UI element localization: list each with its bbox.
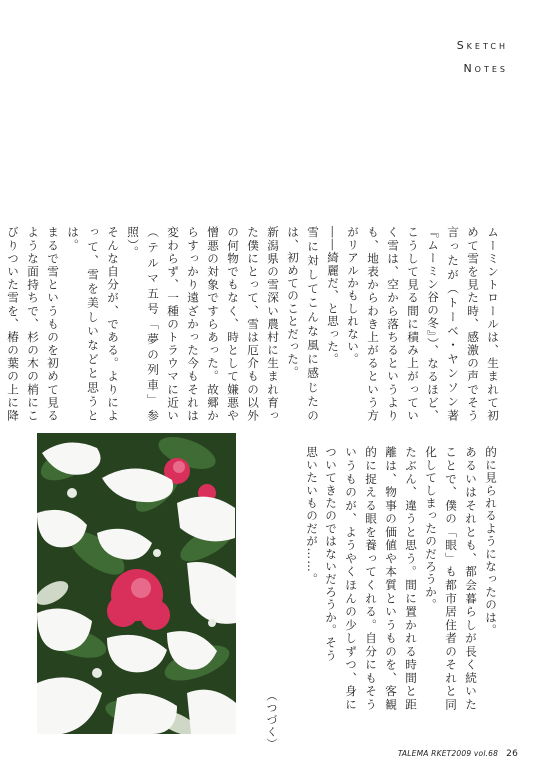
essay-lower-left-block [242,446,322,711]
snow-camellia-photo [37,433,236,734]
section-header [457,34,508,80]
to-be-continued: （つづく） [265,690,278,750]
paragraph: 雪に対してこんな風に感じたのは、初めてのことだった。 [286,226,320,422]
page-footer [398,749,518,759]
paragraph: たぶん、違うと思う。間に置かれる時間と距離は、物事の価値や本質というものを、客観的に捉える眼を養ってくれる。自分にもそういうものが、ようやくほんの少しずつ、身についてきたのではないだろうか。そう [324,446,418,711]
essay-upper-block [6,226,503,422]
paragraph: あるいはそれとも、都会暮らしが長く続いたことで、僕の「眼」も都市居住者のそれと同化してしまったのだろうか。 [424,446,478,711]
page-number: 26 [506,749,518,759]
paragraph: 新潟県の雪深い農村に生まれ育った僕にとって、雪は厄介もの以外の何物でもなく、時として嫌悪や憎悪の対象ですらあった。故郷からすっかり遠ざかった今もそれは変わらず、一種のトラウマに近い（テルマ五号「夢の列車」参照）。 [126,226,280,422]
paragraph: ムーミントロールは、生まれて初めて雪を見た時、感激の声でそう言ったが（トーベ・ヤンソン著『ムーミン谷の冬』）、なるほど、こうして見る間に積み上がっていく雪は、空から落ちるというよりも、地表からわき上がるという方がリアルかもしれない。 [346,226,500,422]
paragraph: ――綺麗だ、と思った。 [326,226,340,366]
magazine-issue: TALEMA RKET2009 vol.68 [397,749,499,758]
header-sketch: Sketch [456,39,508,52]
essay-lower-right-block [320,446,501,711]
paragraph: 的に見られるようになったのは。 [484,446,498,637]
paragraph: そんな自分が、である。よりによって、雪を美しいなどと思うとは。 [66,226,120,422]
paragraph: まるで雪というものを初めて見るような面持ちで、杉の木の梢にこびりついた雪を、椿の葉の上に降 [6,226,60,422]
header-notes: Notes [463,62,508,75]
paragraph: 思いたいものだが……。 [305,446,319,586]
